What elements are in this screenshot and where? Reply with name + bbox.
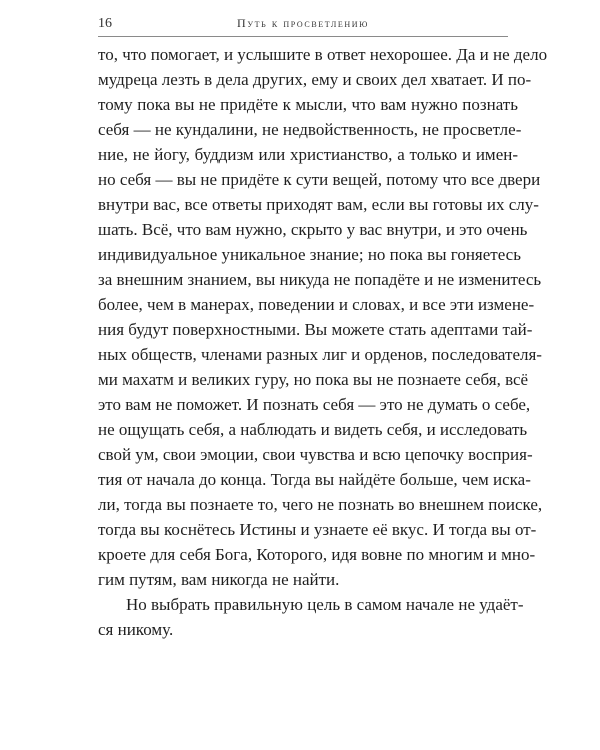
text-line: ние, не йогу, буддизм или христианство, а только и имен- [98,145,518,164]
text-line: ми махатм и великих гуру, но пока вы не познаете себя, всё [98,370,529,389]
text-line: за внешним знанием, вы никуда не попадёте и не изменитесь [98,270,542,289]
paragraph-2 [98,592,524,642]
text-line: себя — не кундалини, не недвойственность, не просветле- [98,120,522,139]
text-line: ся никому. [98,620,174,639]
text-line: кроете для себя Бога, Которого, идя вовне по многим и мно- [98,545,536,564]
text-line: тому пока вы не придёте к мысли, что вам нужно познать [98,95,518,114]
text-line: то, что помогает, и услышите в ответ нехорошее. Да и не дело [98,45,548,64]
running-title: Путь к просветлению [237,16,369,30]
text-line: ния будут поверхностными. Вы можете стать адептами тай- [98,320,533,339]
text-line: шать. Всё, что вам нужно, скрыто у вас внутри, и это очень [98,220,528,239]
paragraph-1 [98,42,548,592]
text-line: ных обществ, членами разных лиг и орденов, последователя- [98,345,542,364]
text-line: внутри вас, все ответы приходят вам, если вы готовы их слу- [98,195,539,214]
text-line: гим путям, вам никогда не найти. [98,570,340,589]
text-line: тогда вы коснётесь Истины и узнаете её вкус. И тогда вы от- [98,520,537,539]
text-line: не ощущать себя, а наблюдать и видеть себя, и исследовать [98,420,528,439]
body-text [98,42,548,642]
text-line: более, чем в манерах, поведении и словах, и все эти измене- [98,295,535,314]
text-line: но себя — вы не придёте к сути вещей, потому что все двери [98,170,541,189]
text-line: индивидуальное уникальное знание; но пока вы гоняетесь [98,245,521,264]
page-number: 16 [98,16,112,31]
text-line: мудреца лезть в дела других, ему и своих дел хватает. И по- [98,70,532,89]
text-line: ли, тогда вы познаете то, чего не познать во внешнем поиске, [98,495,543,514]
text-line: это вам не поможет. И познать себя — это не думать о себе, [98,395,531,414]
text-line: свой ум, свои эмоции, свои чувства и всю цепочку восприя- [98,445,533,464]
text-line: тия от начала до конца. Тогда вы найдёте больше, чем иска- [98,470,531,489]
text-line: Но выбрать правильную цель в самом начале не удаёт- [126,595,524,614]
running-header [98,14,508,37]
